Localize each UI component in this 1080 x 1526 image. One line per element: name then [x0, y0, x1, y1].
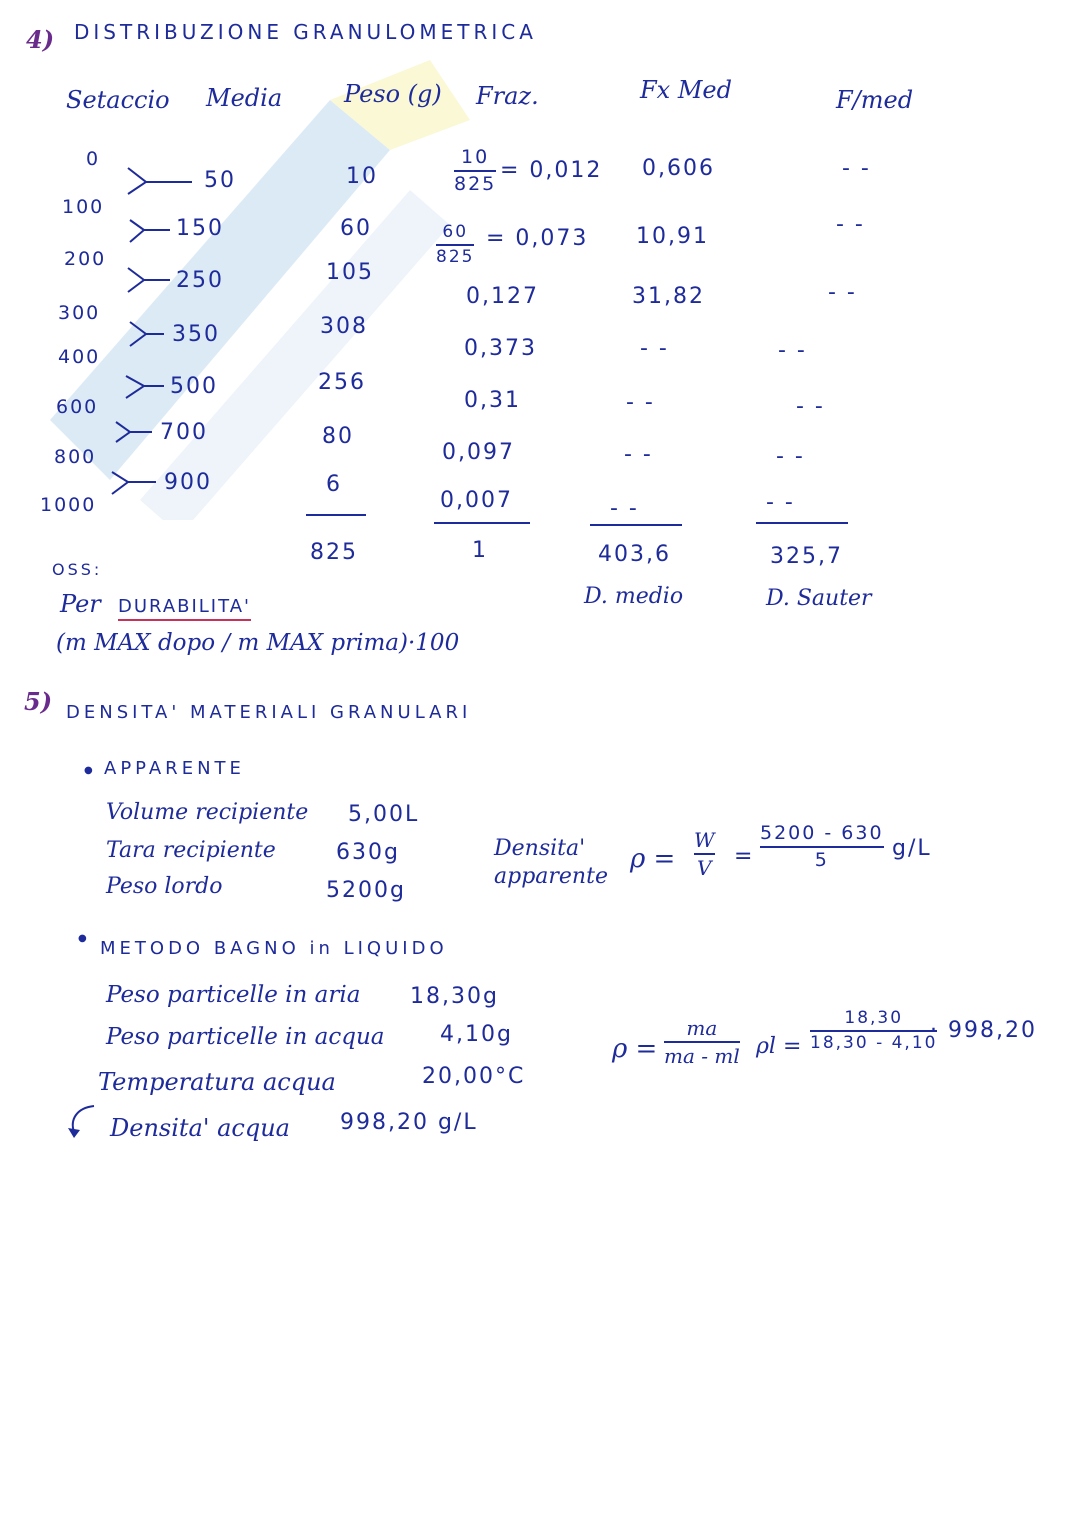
fraction-numerator: ma — [686, 1016, 718, 1040]
fraction-denominator: ma - ml — [664, 1044, 740, 1068]
fxmed-value: 31,82 — [632, 284, 705, 309]
peso-value: 10 — [346, 164, 378, 189]
d-sauter-label: D. Sauter — [766, 586, 872, 611]
fraz-value: = 0,012 — [500, 158, 603, 183]
fxmed-sum-rule — [590, 524, 682, 526]
fraz-value: 0,31 — [464, 388, 521, 413]
peso-acqua-value: 4,10g — [440, 1022, 513, 1047]
section-5-number: 5) — [24, 687, 53, 716]
tara-label: Tara recipiente — [106, 838, 276, 863]
densita-apparente-label-1: Densita' — [494, 836, 586, 861]
densita-apparente-label-2: apparente — [494, 864, 608, 889]
sieve-size: 0 — [86, 148, 101, 170]
oss-label: OSS: — [52, 560, 103, 579]
curved-arrow-icon — [64, 1102, 104, 1142]
section-4-title: DISTRIBUZIONE GRANULOMETRICA — [74, 20, 537, 44]
header-fx-med: Fx Med — [640, 76, 732, 104]
rho-l-label: ρl = — [756, 1034, 802, 1059]
peso-total: 825 — [310, 540, 358, 565]
bullet-icon: ● — [84, 765, 93, 776]
media-value: 350 — [172, 322, 220, 347]
fraction-denominator: 825 — [436, 247, 475, 267]
fmed-value: - - — [828, 280, 857, 305]
header-f-med: F/med — [836, 86, 914, 114]
fraction-denominator: V — [697, 856, 712, 880]
sieve-size: 200 — [64, 248, 107, 270]
fmed-value: - - — [836, 212, 865, 237]
apparente-title: APPARENTE — [104, 758, 245, 779]
media-value: 500 — [170, 374, 218, 399]
peso-value: 60 — [340, 216, 372, 241]
fmed-value: - - — [796, 394, 825, 419]
media-value: 900 — [164, 470, 212, 495]
rho-formula-lhs: ρ = — [630, 844, 676, 874]
section-5-title: DENSITA' MATERIALI GRANULARI — [66, 702, 472, 723]
d-medio-label: D. medio — [584, 584, 684, 609]
fraction-numerator: 18,30 — [844, 1008, 904, 1028]
header-peso: Peso (g) — [344, 80, 442, 108]
densita-acqua-value: 998,20 g/L — [340, 1110, 478, 1135]
peso-aria-label: Peso particelle in aria — [106, 982, 361, 1008]
rho-formula-lhs: ρ = — [612, 1034, 658, 1064]
sieve-size: 300 — [58, 302, 101, 324]
densita-acqua-label: Densita' acqua — [110, 1114, 290, 1142]
fraction-10-825 — [454, 148, 496, 194]
sieve-size: 800 — [54, 446, 97, 468]
fxmed-value: - - — [626, 390, 655, 415]
peso-lordo-label: Peso lordo — [106, 874, 223, 899]
section-4-number: 4) — [26, 25, 55, 54]
fraz-value: 0,097 — [442, 440, 515, 465]
durabilita-word: DURABILITA' — [118, 598, 251, 621]
fxmed-value: - - — [610, 496, 639, 521]
density-unit: g/L — [892, 836, 932, 861]
sieve-size: 600 — [56, 396, 99, 418]
media-value: 250 — [176, 268, 224, 293]
fmed-value: - - — [842, 156, 871, 181]
peso-lordo-value: 5200g — [326, 878, 406, 903]
durabilita-prefix: Per — [60, 590, 101, 618]
bagno-density-fraction — [810, 1010, 937, 1052]
peso-sum-rule — [306, 514, 366, 516]
peso-value: 105 — [326, 260, 374, 285]
fraz-value: 0,127 — [466, 284, 539, 309]
bullet-icon: ● — [78, 933, 87, 944]
header-setaccio: Setaccio — [66, 86, 170, 114]
peso-value: 308 — [320, 314, 368, 339]
ma-over-ma-ml-fraction — [664, 1018, 740, 1066]
peso-value: 6 — [326, 472, 342, 497]
sieve-size: 400 — [58, 346, 101, 368]
fraction-bar — [694, 853, 715, 855]
peso-value: 80 — [322, 424, 354, 449]
temperatura-value: 20,00°C — [422, 1064, 526, 1089]
w-over-v-fraction — [694, 830, 715, 878]
fraction-60-825 — [436, 224, 474, 266]
fraz-total: 1 — [472, 538, 488, 563]
fmed-value: - - — [766, 490, 795, 515]
fraction-denominator: 18,30 - 4,10 — [810, 1033, 938, 1053]
media-value: 50 — [204, 168, 236, 193]
fmed-value: - - — [778, 338, 807, 363]
fmed-total: 325,7 — [770, 544, 843, 569]
fraz-sum-rule — [434, 522, 530, 524]
durabilita-formula: (m MAX dopo / m MAX prima)·100 — [56, 630, 460, 656]
fraction-bar — [810, 1030, 937, 1032]
fraction-bar — [664, 1041, 740, 1043]
sieve-size: 100 — [62, 196, 105, 218]
volume-label: Volume recipiente — [106, 800, 309, 825]
fraction-numerator: 60 — [442, 222, 469, 242]
fxmed-value: - - — [640, 336, 669, 361]
fxmed-total: 403,6 — [598, 542, 671, 567]
fxmed-value: 0,606 — [642, 156, 715, 181]
peso-value: 256 — [318, 370, 366, 395]
media-value: 700 — [160, 420, 208, 445]
fraction-bar — [436, 244, 474, 246]
fraz-value: 0,007 — [440, 488, 513, 513]
density-apparente-fraction — [760, 824, 884, 870]
fraction-bar — [760, 846, 884, 848]
fraction-numerator: 10 — [461, 146, 490, 168]
fraction-numerator: 5200 - 630 — [760, 822, 884, 844]
fraction-numerator: W — [694, 828, 715, 852]
header-fraz: Fraz. — [476, 82, 539, 110]
fraz-value: = 0,073 — [486, 226, 589, 251]
tara-value: 630g — [336, 840, 400, 865]
temperatura-label: Temperatura acqua — [98, 1068, 336, 1096]
fmed-sum-rule — [756, 522, 848, 524]
sieve-size: 1000 — [40, 494, 97, 516]
fraction-denominator: 5 — [814, 849, 829, 871]
fxmed-value: 10,91 — [636, 224, 709, 249]
media-value: 150 — [176, 216, 224, 241]
volume-value: 5,00L — [348, 802, 420, 827]
fraz-value: 0,373 — [464, 336, 537, 361]
header-media: Media — [206, 84, 283, 112]
fxmed-value: - - — [624, 442, 653, 467]
bagno-density-multiplier: · 998,20 — [930, 1018, 1037, 1043]
equals-sign: = — [734, 844, 755, 869]
peso-aria-value: 18,30g — [410, 984, 499, 1009]
fraction-denominator: 825 — [454, 173, 497, 195]
fmed-value: - - — [776, 444, 805, 469]
bagno-title: METODO BAGNO in LIQUIDO — [100, 938, 448, 959]
peso-acqua-label: Peso particelle in acqua — [106, 1024, 385, 1050]
fraction-bar — [454, 170, 496, 172]
